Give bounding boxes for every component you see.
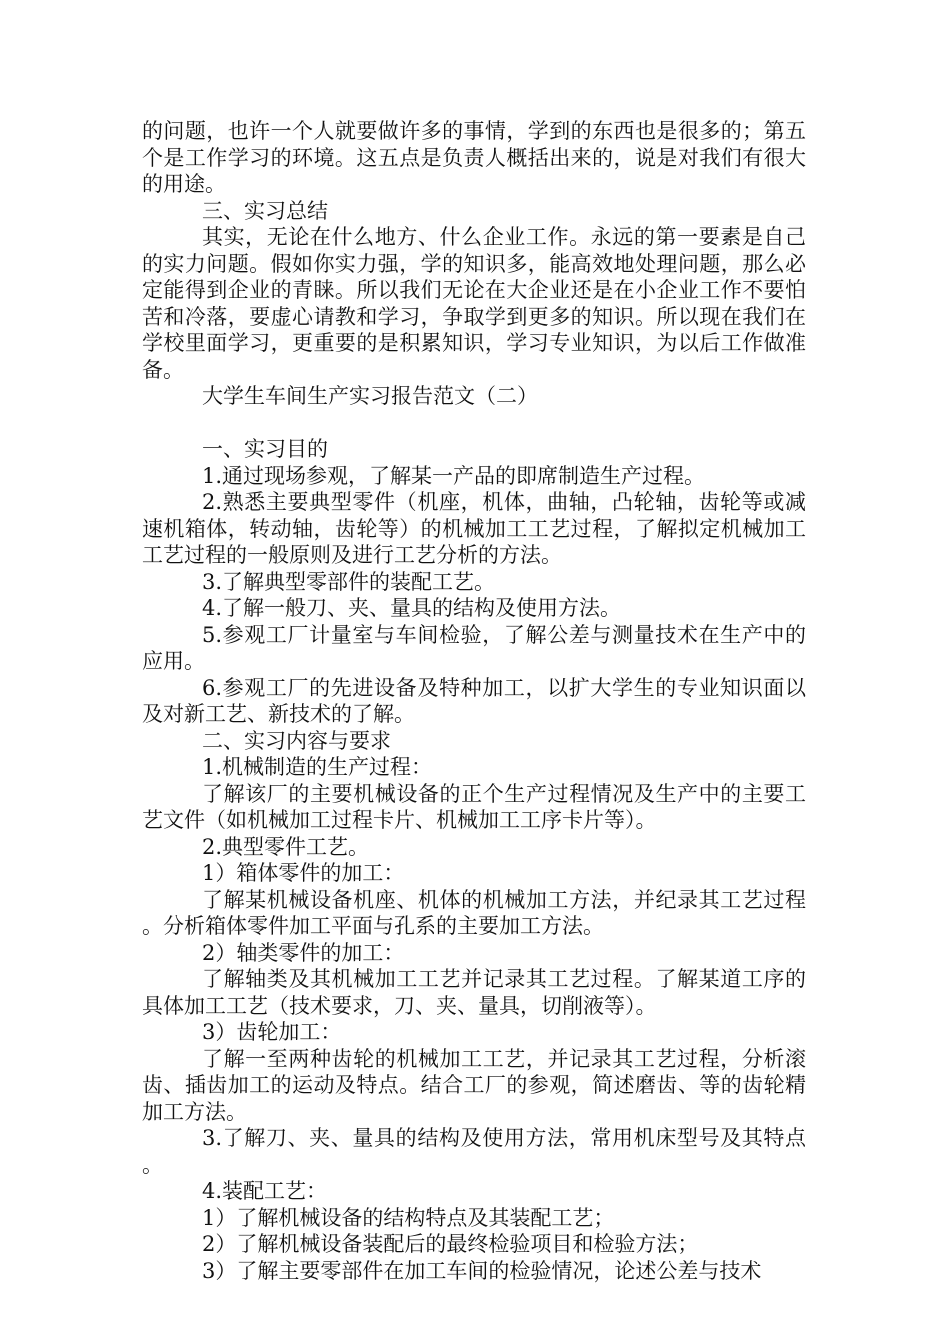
blank-line [142,410,806,437]
paragraph: 2.熟悉主要典型零件（机座，机体，曲轴，凸轮轴，齿轮等或减速机箱体，转动轴，齿轮等）的机械加工工艺过程，了解拟定机械加工工艺过程的一般原则及进行工艺分析的方法。 [142,490,806,567]
paragraph: 1）箱体零件的加工： [202,861,405,885]
paragraph: 的问题，也许一个人就要做许多的事情，学到的东西也是很多的；第五个是工作学习的环境。这五点是负责人概括出来的，说是对我们有很大的用途。 [142,119,806,196]
paragraph: 3）齿轮加工： [202,1020,342,1044]
document-body [142,118,806,1284]
paragraph: 2）了解机械设备装配后的最终检验项目和检验方法； [202,1232,699,1256]
paragraph: 二、实习内容与要求 [202,728,391,753]
paragraph: 4.装配工艺： [202,1179,328,1203]
paragraph: 3.了解刀、夹、量具的结构及使用方法，常用机床型号及其特点。 [142,1126,806,1177]
paragraph: 其实，无论在什么地方、什么企业工作。永远的第一要素是自己的实力问题。假如你实力强，学的知识多，能高效地处理问题，那么必定能得到企业的青睐。所以我们无论在大企业还是在小企业工作不要怕苦和冷落，要虚心请教和学习，争取学到更多的知识。所以现在我们在学校里面学习，更重要的是积累知识，学习专业知识，为以后工作做准备。 [142,225,806,382]
paragraph: 大学生车间生产实习报告范文（二） [202,384,538,408]
paragraph: 2.典型零件工艺。 [202,834,370,859]
paragraph: 了解某机械设备机座、机体的机械加工方法，并纪录其工艺过程。分析箱体零件加工平面与孔系的主要加工方法。 [142,887,806,938]
paragraph: 了解轴类及其机械加工工艺并记录其工艺过程。了解某道工序的具体加工工艺（技术要求，刀、夹、量具，切削液等）。 [142,967,806,1018]
paragraph: 了解该厂的主要机械设备的正个生产过程情况及生产中的主要工艺文件（如机械加工过程卡片、机械加工工序卡片等）。 [142,781,806,832]
paragraph: 3）了解主要零部件在加工车间的检验情况，论述公差与技术 [202,1258,762,1283]
paragraph: 6.参观工厂的先进设备及特种加工，以扩大学生的专业知识面以及对新工艺、新技术的了解。 [142,675,806,726]
paragraph: 1.机械制造的生产过程： [202,755,433,779]
paragraph: 2）轴类零件的加工： [202,940,405,965]
paragraph: 1）了解机械设备的结构特点及其装配工艺； [202,1205,615,1230]
paragraph: 一、实习目的 [202,437,328,461]
paragraph: 三、实习总结 [202,198,328,223]
paragraph: 4.了解一般刀、夹、量具的结构及使用方法。 [202,596,622,620]
paragraph: 1.通过现场参观，了解某一产品的即席制造生产过程。 [202,463,706,488]
paragraph: 了解一至两种齿轮的机械加工工艺，并记录其工艺过程，分析滚齿、插齿加工的运动及特点。结合工厂的参观，简述磨齿、等的齿轮精加工方法。 [142,1046,806,1124]
paragraph: 5.参观工厂计量室与车间检验，了解公差与测量技术在生产中的应用。 [142,622,806,673]
paragraph: 3.了解典型零部件的装配工艺。 [202,569,496,594]
